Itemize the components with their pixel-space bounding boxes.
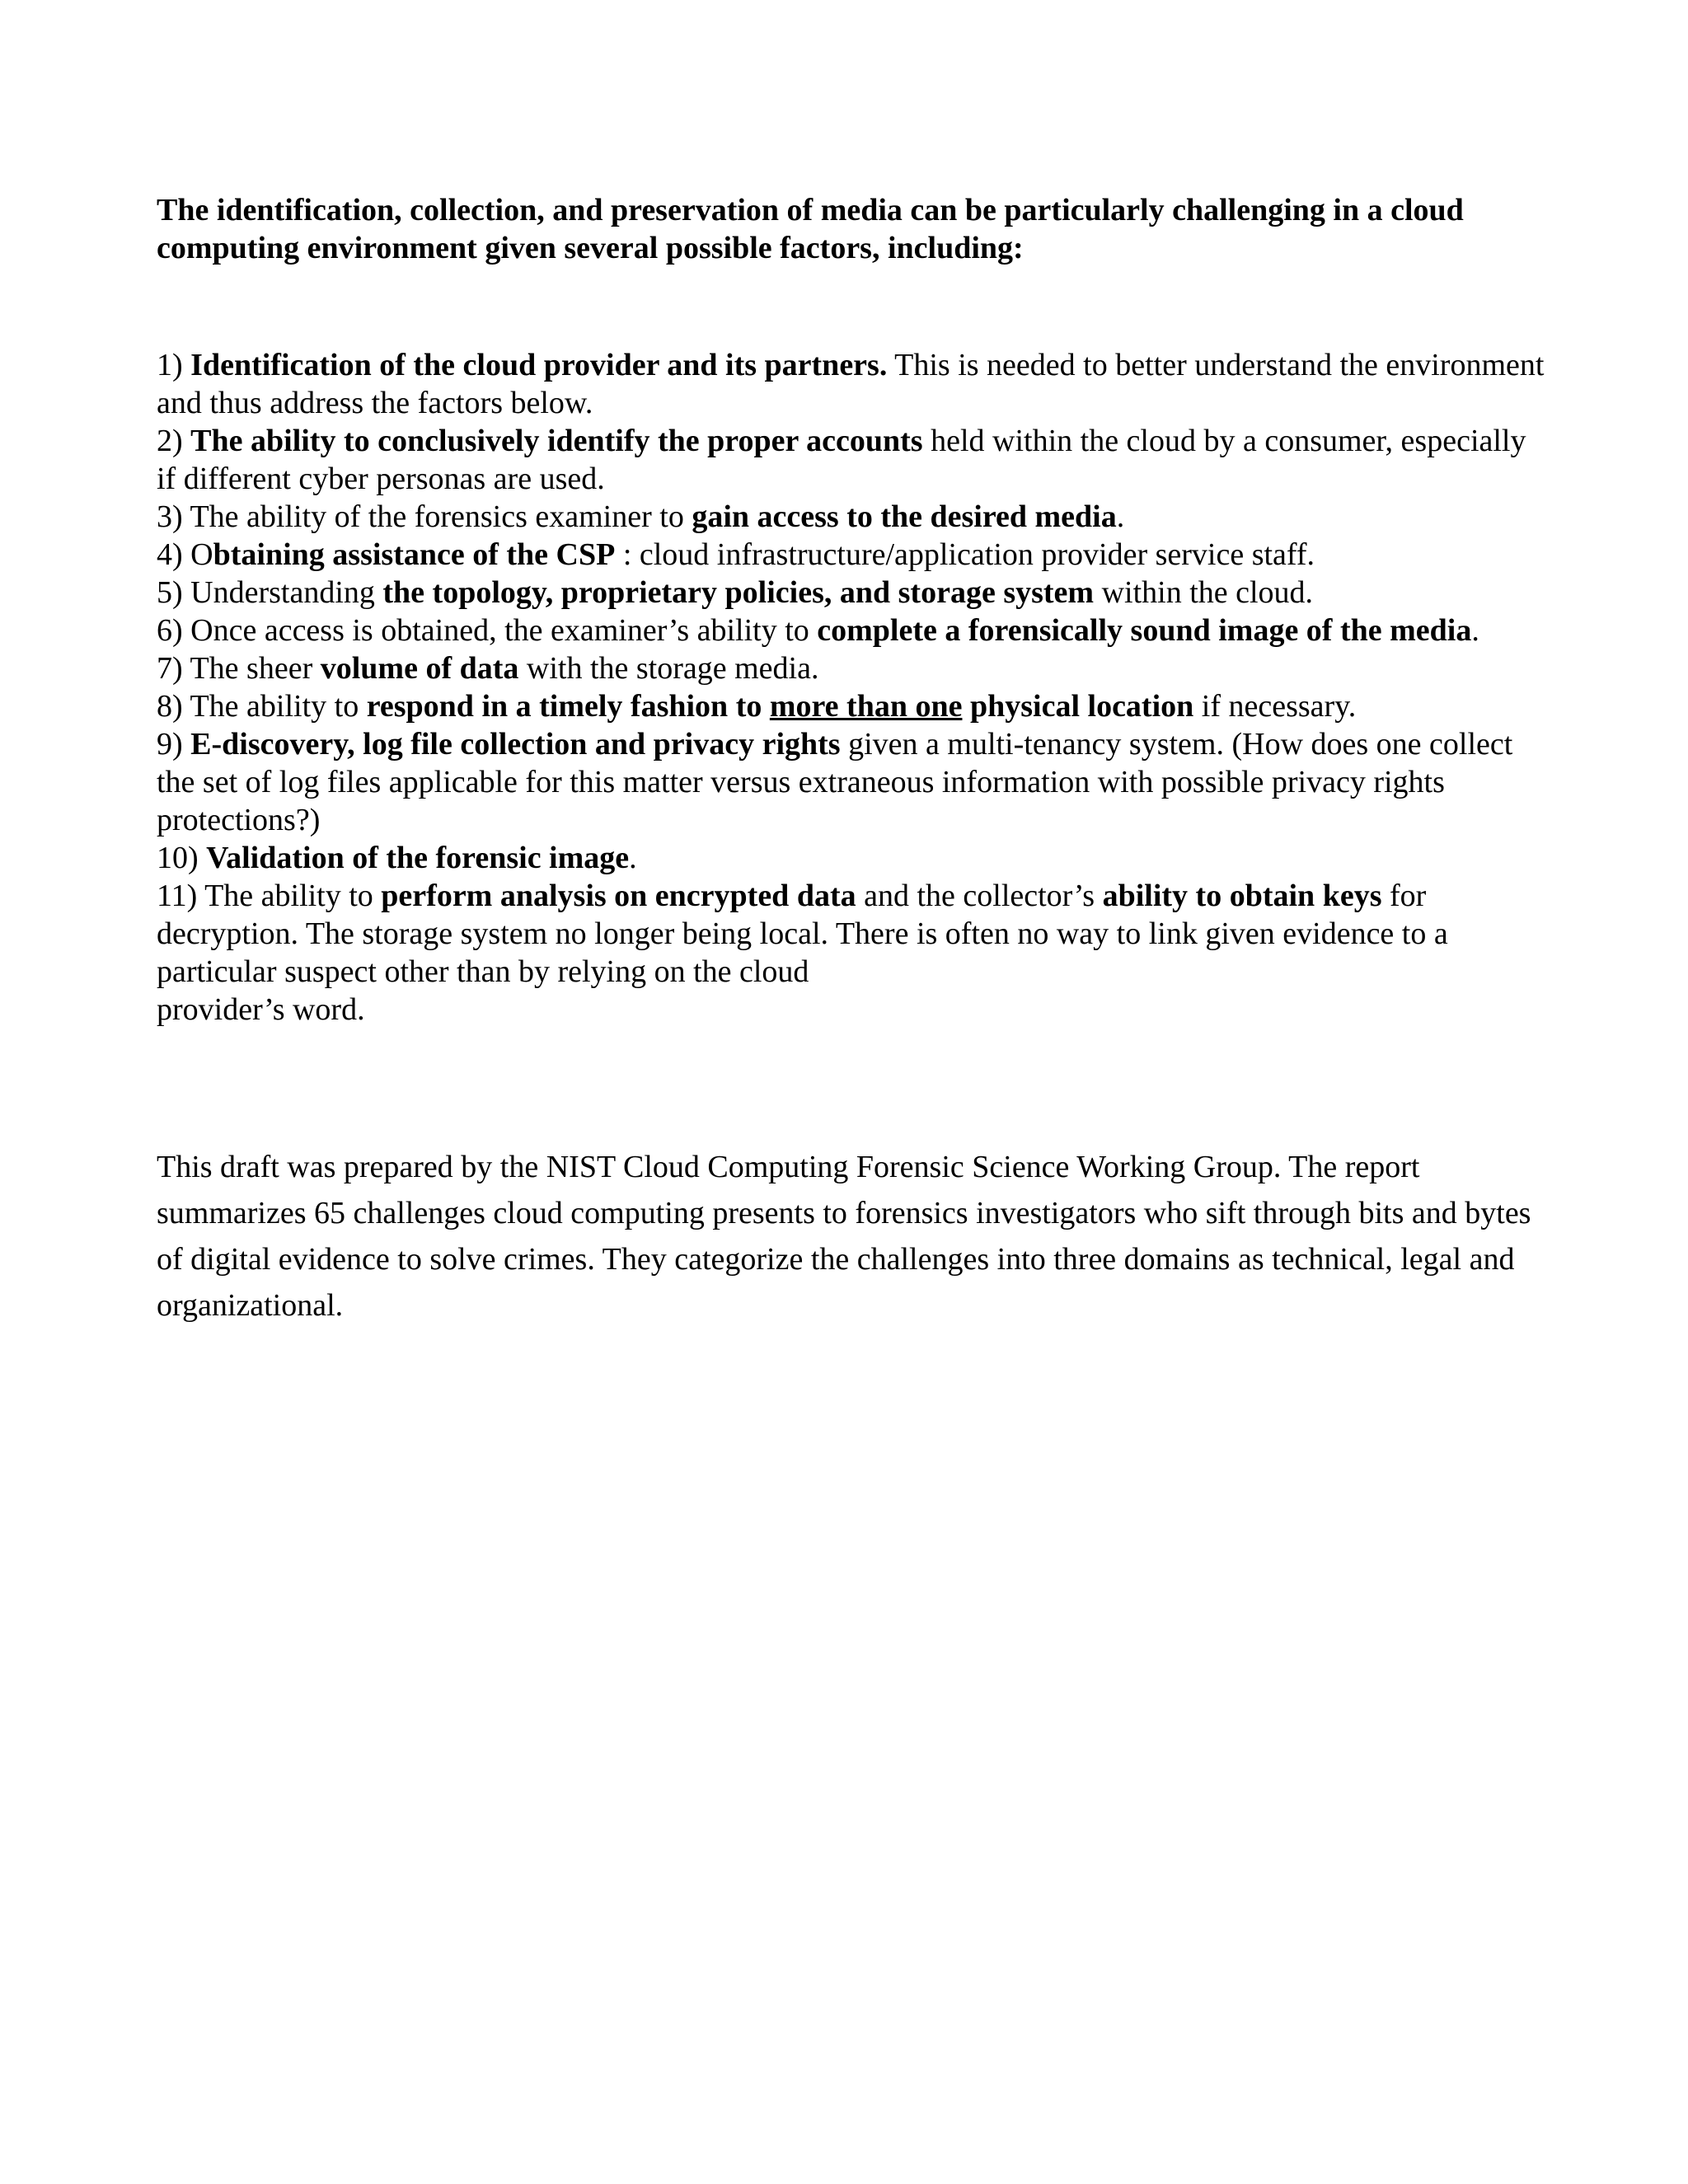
item-number: 9)	[157, 727, 191, 762]
item-text: given a multi-tenancy system. (How does one collect the set of log files applicable for this matter versus extraneous information with possible privacy rights protections?)	[157, 727, 1513, 837]
item-bold-text: btaining assistance of the CSP	[213, 537, 616, 572]
list-item	[157, 725, 1550, 839]
list-item	[157, 574, 1550, 612]
item-text: if necessary.	[1193, 689, 1357, 724]
list-item	[157, 687, 1550, 725]
item-text: within the cloud.	[1094, 575, 1314, 610]
item-bold-text: respond in a timely fashion to	[366, 689, 770, 724]
item-underlined-text: more than one	[769, 689, 963, 724]
intro-heading: The identification, collection, and preservation of media can be particularly challenging in a cloud computing environment given several possible factors, including:	[157, 193, 1464, 265]
list-item	[157, 422, 1550, 498]
item-text: and the collector’s	[856, 879, 1103, 913]
item-text: O	[190, 537, 213, 572]
list-item	[157, 839, 1550, 877]
item-number: 11)	[157, 879, 205, 913]
item-number: 1)	[157, 348, 191, 382]
item-bold-text: The ability to conclusively identify the proper accounts	[190, 424, 923, 458]
list-item	[157, 346, 1550, 422]
item-text: .	[629, 841, 637, 875]
summary-paragraph: This draft was prepared by the NIST Cloud Computing Forensic Science Working Group. The report summarizes 65 challenges cloud computing presents to forensics investigators who sift through bits and bytes of digital evidence to solve crimes. They categorize the challenges into three domains as technical, legal and organizational.	[157, 1150, 1531, 1323]
item-number: 4)	[157, 537, 191, 572]
item-text: for decryption. The storage system no longer being local. There is often no way to link given evidence to a particular suspect other than by relying on the cloud	[157, 879, 1448, 989]
factors-list	[157, 346, 1550, 1029]
item-text: .	[1116, 499, 1125, 534]
item-number: 8)	[157, 689, 190, 724]
item-bold-text: complete a forensically sound image of the media	[817, 613, 1472, 648]
item-number: 5)	[157, 575, 191, 610]
item-number: 7)	[157, 651, 190, 686]
item-bold-text: E-discovery, log file collection and privacy rights	[190, 727, 841, 762]
item-text: The ability to	[204, 879, 382, 913]
list-item	[157, 498, 1550, 536]
item-text: This is needed to better understand the environment and thus address the factors below.	[157, 348, 1545, 420]
item-number: 2)	[157, 424, 191, 458]
item-bold-text: volume of data	[320, 651, 519, 686]
item-bold-text: ability to obtain keys	[1102, 879, 1382, 913]
item-text: : cloud infrastructure/application provider service staff.	[615, 537, 1315, 572]
item-text: Once access is obtained, the examiner’s ability to	[190, 613, 818, 648]
item-bold-text: gain access to the desired media	[692, 499, 1117, 534]
item-text: Understanding	[190, 575, 383, 610]
item-bold-text: Identification of the cloud provider and its partners.	[190, 348, 888, 382]
item-bold-text: the topology, proprietary policies, and storage system	[382, 575, 1095, 610]
list-item	[157, 536, 1550, 574]
item-number: 3)	[157, 499, 190, 534]
item-bold-text: Validation of the forensic image	[206, 841, 630, 875]
item-text: with the storage media.	[518, 651, 819, 686]
item-bold-text: physical location	[962, 689, 1194, 724]
item-text: The ability to	[190, 689, 367, 724]
list-item	[157, 612, 1550, 649]
item-number: 6)	[157, 613, 191, 648]
list-item	[157, 649, 1550, 687]
item-text: The sheer	[190, 651, 321, 686]
list-item	[157, 877, 1550, 1029]
item-text: .	[1471, 613, 1479, 648]
item-text: provider’s word.	[157, 992, 365, 1027]
item-text: The ability of the forensics examiner to	[190, 499, 692, 534]
item-number: 10)	[157, 841, 207, 875]
item-bold-text: perform analysis on encrypted data	[381, 879, 856, 913]
item-text: held within the cloud by a consumer, especially if different cyber personas are used.	[157, 424, 1526, 496]
